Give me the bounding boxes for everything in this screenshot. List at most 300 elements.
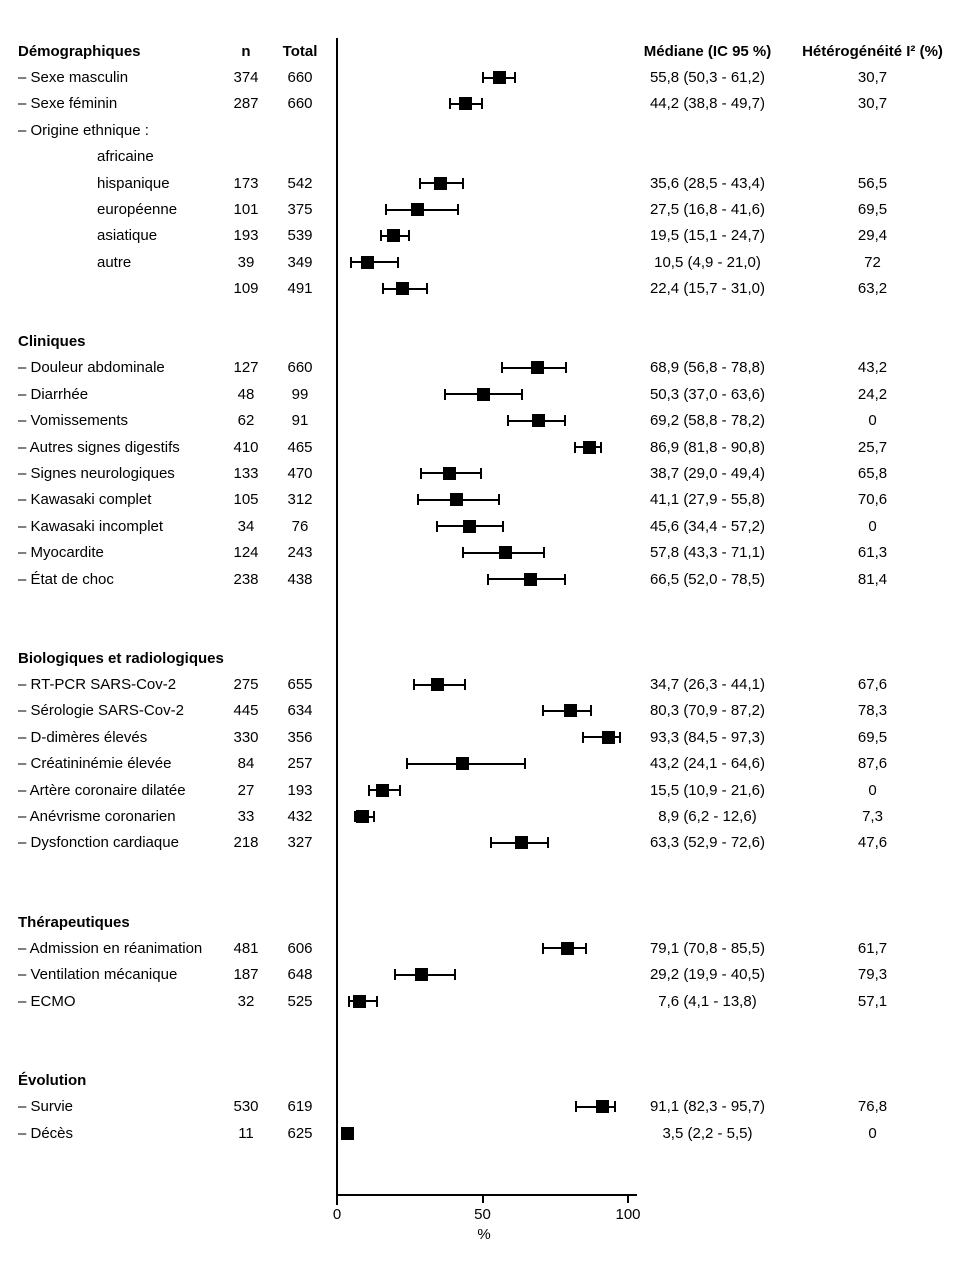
ci-cap-right xyxy=(373,811,375,822)
ci-cap-left xyxy=(542,705,544,716)
row-total: 349 xyxy=(287,253,313,271)
row-n: 109 xyxy=(233,280,259,298)
row-total: 660 xyxy=(287,69,313,87)
point-estimate-marker xyxy=(434,177,447,190)
row-plot xyxy=(330,1094,640,1120)
ci-cap-right xyxy=(564,574,566,585)
row-plot xyxy=(330,276,640,302)
row-label: – Dysfonction cardiaque xyxy=(18,834,179,852)
row-n: 193 xyxy=(233,227,259,245)
row-plot xyxy=(330,144,640,170)
row-label: – Admission en réanimation xyxy=(18,939,203,957)
row-label: – Myocardite xyxy=(18,544,104,562)
table-row xyxy=(0,170,967,196)
ci-cap-right xyxy=(600,442,602,453)
row-median: 86,9 (81,8 - 90,8) xyxy=(649,438,766,456)
table-row xyxy=(0,751,967,777)
ci-cap-right xyxy=(480,468,482,479)
row-i2: 78,3 xyxy=(857,702,888,720)
ci-cap-right xyxy=(454,969,456,980)
x-tick xyxy=(482,1196,484,1203)
row-i2: 7,3 xyxy=(862,808,883,826)
table-row xyxy=(0,803,967,829)
row-median: 50,3 (37,0 - 63,6) xyxy=(649,385,766,403)
row-label: – RT-PCR SARS-Cov-2 xyxy=(18,676,177,694)
row-plot xyxy=(330,1120,640,1146)
row-plot xyxy=(330,487,640,513)
table-row xyxy=(0,988,967,1014)
table-row xyxy=(0,513,967,539)
point-estimate-marker xyxy=(477,388,490,401)
ci-cap-left xyxy=(350,257,352,268)
point-estimate-marker xyxy=(463,520,476,533)
table-row xyxy=(0,777,967,803)
row-plot xyxy=(330,777,640,803)
row-label: – Artère coronaire dilatée xyxy=(18,781,186,799)
ci-cap-left xyxy=(419,178,421,189)
row-plot xyxy=(330,170,640,196)
row-median: 45,6 (34,4 - 57,2) xyxy=(649,517,766,535)
row-total: 491 xyxy=(287,280,313,298)
row-n: 445 xyxy=(233,702,259,720)
section-title: Biologiques et radiologiques xyxy=(18,649,224,667)
row-i2: 57,1 xyxy=(857,992,888,1010)
table-row xyxy=(0,276,967,302)
row-median: 55,8 (50,3 - 61,2) xyxy=(649,69,766,87)
row-i2: 30,7 xyxy=(857,95,888,113)
row-label: – Kawasaki incomplet xyxy=(18,517,164,535)
table-row xyxy=(0,223,967,249)
section-title-row xyxy=(0,909,967,935)
row-label: – Sexe féminin xyxy=(18,95,118,113)
point-estimate-marker xyxy=(564,704,577,717)
row-plot xyxy=(330,935,640,961)
row-n: 33 xyxy=(237,808,255,826)
row-plot xyxy=(330,830,640,856)
row-plot xyxy=(330,566,640,592)
point-estimate-marker xyxy=(376,784,389,797)
ci-cap-left xyxy=(382,283,384,294)
row-plot xyxy=(330,328,640,354)
ci-cap-right xyxy=(498,494,500,505)
table-row xyxy=(0,935,967,961)
row-median: 7,6 (4,1 - 13,8) xyxy=(658,992,757,1010)
row-i2: 24,2 xyxy=(857,385,888,403)
row-i2: 61,3 xyxy=(857,544,888,562)
row-total: 470 xyxy=(287,464,313,482)
row-plot xyxy=(330,962,640,988)
row-total: 99 xyxy=(291,385,309,403)
row-plot xyxy=(330,803,640,829)
row-median: 19,5 (15,1 - 24,7) xyxy=(649,227,766,245)
row-total: 375 xyxy=(287,201,313,219)
x-tick-label: 50 xyxy=(474,1206,491,1223)
row-median: 44,2 (38,8 - 49,7) xyxy=(649,95,766,113)
ci-cap-right xyxy=(462,178,464,189)
row-n: 62 xyxy=(237,412,255,430)
row-total: 193 xyxy=(287,781,313,799)
row-n: 374 xyxy=(233,69,259,87)
row-median: 63,3 (52,9 - 72,6) xyxy=(649,834,766,852)
row-plot xyxy=(330,671,640,697)
row-median: 93,3 (84,5 - 97,3) xyxy=(649,728,766,746)
ci-cap-right xyxy=(585,943,587,954)
ci-cap-left xyxy=(487,574,489,585)
row-i2: 87,6 xyxy=(857,755,888,773)
forest-plot-table xyxy=(0,38,967,1146)
row-i2: 29,4 xyxy=(857,227,888,245)
row-n: 11 xyxy=(238,1124,254,1142)
spacer-row xyxy=(0,856,967,882)
row-plot xyxy=(330,460,640,486)
table-row xyxy=(0,64,967,90)
row-i2: 0 xyxy=(868,781,877,799)
ci-cap-right xyxy=(619,732,621,743)
point-estimate-marker xyxy=(396,282,409,295)
ci-cap-left xyxy=(420,468,422,479)
ci-cap-right xyxy=(547,837,549,848)
row-label: – Ventilation mécanique xyxy=(18,966,178,984)
row-n: 187 xyxy=(233,966,259,984)
row-i2: 56,5 xyxy=(857,174,888,192)
row-median: 15,5 (10,9 - 21,6) xyxy=(649,781,766,799)
row-median: 29,2 (19,9 - 40,5) xyxy=(649,966,766,984)
ci-cap-right xyxy=(590,705,592,716)
column-header-n: n xyxy=(241,42,251,60)
spacer-row xyxy=(0,1041,967,1067)
ci-cap-left xyxy=(380,230,382,241)
row-label: – État de choc xyxy=(18,570,114,588)
row-n: 173 xyxy=(233,174,259,192)
row-median: 66,5 (52,0 - 78,5) xyxy=(649,570,766,588)
row-plot xyxy=(330,698,640,724)
ci-whisker xyxy=(351,261,398,263)
row-plot xyxy=(330,249,640,275)
row-i2: 30,7 xyxy=(857,69,888,87)
row-i2: 47,6 xyxy=(857,834,888,852)
row-label: – Kawasaki complet xyxy=(18,491,152,509)
row-label: – Anévrisme coronarien xyxy=(18,808,176,826)
row-label: européenne xyxy=(97,201,178,219)
row-i2: 69,5 xyxy=(857,201,888,219)
ci-cap-left xyxy=(574,442,576,453)
row-total: 648 xyxy=(287,966,313,984)
x-tick-label: 0 xyxy=(332,1206,342,1223)
point-estimate-marker xyxy=(415,968,428,981)
ci-cap-left xyxy=(417,494,419,505)
x-axis-unit-label: % xyxy=(477,1226,491,1243)
row-label: – D-dimères élevés xyxy=(18,728,148,746)
row-plot xyxy=(330,91,640,117)
section-title-row xyxy=(0,645,967,671)
row-label: africaine xyxy=(97,148,154,166)
row-i2: 70,6 xyxy=(857,491,888,509)
row-i2: 72 xyxy=(864,253,881,271)
row-median: 91,1 (82,3 - 95,7) xyxy=(649,1098,766,1116)
ci-cap-right xyxy=(564,415,566,426)
row-n: 410 xyxy=(233,438,259,456)
row-label: autre xyxy=(97,253,132,271)
row-i2: 0 xyxy=(868,517,877,535)
point-estimate-marker xyxy=(561,942,574,955)
table-row xyxy=(0,144,967,170)
table-row xyxy=(0,724,967,750)
point-estimate-marker xyxy=(443,467,456,480)
row-total: 257 xyxy=(287,755,313,773)
row-i2: 25,7 xyxy=(857,438,888,456)
table-row xyxy=(0,671,967,697)
row-label: – ECMO xyxy=(18,992,76,1010)
ci-cap-left xyxy=(582,732,584,743)
spacer-row xyxy=(0,302,967,328)
row-plot xyxy=(330,117,640,143)
ci-cap-right xyxy=(426,283,428,294)
column-header-plot-spacer xyxy=(330,38,640,64)
row-total: 606 xyxy=(287,939,313,957)
ci-cap-right xyxy=(521,389,523,400)
section-title: Thérapeutiques xyxy=(18,913,130,931)
table-row xyxy=(0,91,967,117)
x-axis-line xyxy=(336,1194,637,1196)
row-n: 330 xyxy=(233,728,259,746)
ci-cap-right xyxy=(502,521,504,532)
row-label: hispanique xyxy=(97,174,170,192)
ci-cap-left xyxy=(462,547,464,558)
x-tick xyxy=(336,1196,338,1203)
row-label: asiatique xyxy=(97,227,158,245)
ci-cap-left xyxy=(413,679,415,690)
x-tick-label: 100 xyxy=(615,1206,641,1223)
ci-cap-right xyxy=(565,362,567,373)
table-row xyxy=(0,196,967,222)
ci-cap-left xyxy=(575,1101,577,1112)
row-median: 22,4 (15,7 - 31,0) xyxy=(649,280,766,298)
row-total: 655 xyxy=(287,676,313,694)
row-n: 27 xyxy=(237,781,255,799)
table-row xyxy=(0,249,967,275)
ci-cap-left xyxy=(490,837,492,848)
row-label: – Autres signes digestifs xyxy=(18,438,180,456)
ci-cap-left xyxy=(449,98,451,109)
point-estimate-marker xyxy=(411,203,424,216)
row-n: 34 xyxy=(237,517,255,535)
row-n: 105 xyxy=(233,491,259,509)
table-row xyxy=(0,698,967,724)
row-i2: 0 xyxy=(868,412,877,430)
row-plot xyxy=(330,434,640,460)
row-n: 530 xyxy=(233,1098,259,1116)
section-title: Cliniques xyxy=(18,332,86,350)
row-n: 481 xyxy=(233,939,259,957)
row-total: 356 xyxy=(287,728,313,746)
row-n: 133 xyxy=(233,464,259,482)
row-n: 101 xyxy=(233,201,259,219)
row-i2: 65,8 xyxy=(857,464,888,482)
row-plot xyxy=(330,196,640,222)
row-total: 76 xyxy=(291,517,309,535)
row-plot xyxy=(330,381,640,407)
ci-cap-right xyxy=(399,785,401,796)
row-median: 3,5 (2,2 - 5,5) xyxy=(662,1124,753,1142)
spacer-row xyxy=(0,883,967,909)
row-label: – Survie xyxy=(18,1098,74,1116)
row-plot xyxy=(330,355,640,381)
row-i2: 43,2 xyxy=(857,359,888,377)
table-row xyxy=(0,355,967,381)
row-total: 625 xyxy=(287,1124,313,1142)
row-total: 539 xyxy=(287,227,313,245)
spacer-row xyxy=(0,619,967,645)
row-label: – Origine ethnique : xyxy=(18,121,149,139)
point-estimate-marker xyxy=(356,810,369,823)
row-total: 660 xyxy=(287,95,313,113)
spacer-row xyxy=(0,1014,967,1040)
ci-cap-right xyxy=(543,547,545,558)
row-median: 57,8 (43,3 - 71,1) xyxy=(649,544,766,562)
ci-cap-left xyxy=(368,785,370,796)
ci-cap-left xyxy=(385,204,387,215)
y-axis-line xyxy=(336,38,338,1205)
column-header-total: Total xyxy=(282,42,318,60)
row-i2: 69,5 xyxy=(857,728,888,746)
row-label: – Sérologie SARS-Cov-2 xyxy=(18,702,184,720)
ci-cap-right xyxy=(514,72,516,83)
row-i2: 81,4 xyxy=(857,570,888,588)
point-estimate-marker xyxy=(387,229,400,242)
section-title-row xyxy=(0,1067,967,1093)
point-estimate-marker xyxy=(515,836,528,849)
ci-cap-left xyxy=(348,996,350,1007)
row-n: 124 xyxy=(233,544,259,562)
row-i2: 79,3 xyxy=(857,966,888,984)
ci-cap-left xyxy=(482,72,484,83)
row-n: 238 xyxy=(233,570,259,588)
table-row xyxy=(0,434,967,460)
row-label: – Vomissements xyxy=(18,412,129,430)
row-median: 35,6 (28,5 - 43,4) xyxy=(649,174,766,192)
row-median: 10,5 (4,9 - 21,0) xyxy=(654,253,761,271)
row-median: 38,7 (29,0 - 49,4) xyxy=(649,464,766,482)
table-row xyxy=(0,117,967,143)
row-n: 127 xyxy=(233,359,259,377)
row-total: 327 xyxy=(287,834,313,852)
table-row xyxy=(0,539,967,565)
row-total: 91 xyxy=(291,412,309,430)
row-label: – Créatininémie élevée xyxy=(18,755,172,773)
row-median: 68,9 (56,8 - 78,8) xyxy=(649,359,766,377)
ci-cap-left xyxy=(501,362,503,373)
table-row xyxy=(0,460,967,486)
row-median: 43,2 (24,1 - 64,6) xyxy=(649,755,766,773)
row-plot xyxy=(330,64,640,90)
table-row xyxy=(0,830,967,856)
point-estimate-marker xyxy=(493,71,506,84)
ci-cap-right xyxy=(614,1101,616,1112)
ci-cap-left xyxy=(406,758,408,769)
ci-cap-right xyxy=(464,679,466,690)
row-i2: 76,8 xyxy=(857,1098,888,1116)
ci-cap-left xyxy=(436,521,438,532)
row-label: – Douleur abdominale xyxy=(18,359,165,377)
row-n: 287 xyxy=(233,95,259,113)
row-plot xyxy=(330,513,640,539)
section-title: Évolution xyxy=(18,1071,87,1089)
row-total: 525 xyxy=(287,992,313,1010)
row-median: 34,7 (26,3 - 44,1) xyxy=(649,676,766,694)
ci-cap-right xyxy=(524,758,526,769)
row-plot xyxy=(330,223,640,249)
row-total: 660 xyxy=(287,359,313,377)
ci-cap-left xyxy=(507,415,509,426)
row-total: 432 xyxy=(287,808,313,826)
section-title-row xyxy=(0,328,967,354)
ci-cap-left xyxy=(394,969,396,980)
row-plot xyxy=(330,909,640,935)
point-estimate-marker xyxy=(456,757,469,770)
row-n: 32 xyxy=(237,992,255,1010)
row-total: 312 xyxy=(287,491,313,509)
ci-cap-left xyxy=(444,389,446,400)
point-estimate-marker xyxy=(532,414,545,427)
row-median: 80,3 (70,9 - 87,2) xyxy=(649,702,766,720)
row-n: 84 xyxy=(237,755,255,773)
row-n: 275 xyxy=(233,676,259,694)
row-plot xyxy=(330,1067,640,1093)
row-median: 8,9 (6,2 - 12,6) xyxy=(658,808,757,826)
row-label: – Signes neurologiques xyxy=(18,464,175,482)
column-header-group: Démographiques xyxy=(18,42,141,60)
point-estimate-marker xyxy=(361,256,374,269)
row-median: 27,5 (16,8 - 41,6) xyxy=(649,201,766,219)
row-median: 69,2 (58,8 - 78,2) xyxy=(649,412,766,430)
row-n: 218 xyxy=(233,834,259,852)
row-total: 619 xyxy=(287,1098,313,1116)
row-plot xyxy=(330,724,640,750)
row-median: 79,1 (70,8 - 85,5) xyxy=(649,939,766,957)
x-tick xyxy=(627,1196,629,1203)
point-estimate-marker xyxy=(353,995,366,1008)
row-total: 465 xyxy=(287,438,313,456)
point-estimate-marker xyxy=(450,493,463,506)
table-row xyxy=(0,381,967,407)
point-estimate-marker xyxy=(459,97,472,110)
point-estimate-marker xyxy=(583,441,596,454)
row-i2: 0 xyxy=(868,1124,877,1142)
table-row xyxy=(0,487,967,513)
row-n: 48 xyxy=(237,385,255,403)
row-i2: 63,2 xyxy=(857,280,888,298)
column-header-row xyxy=(0,38,967,64)
table-row xyxy=(0,962,967,988)
row-median: 41,1 (27,9 - 55,8) xyxy=(649,491,766,509)
row-label: – Décès xyxy=(18,1124,74,1142)
table-row xyxy=(0,407,967,433)
point-estimate-marker xyxy=(341,1127,354,1140)
row-plot xyxy=(330,988,640,1014)
row-n: 39 xyxy=(237,253,255,271)
table-row xyxy=(0,1094,967,1120)
column-header-heterogeneity: Hétérogénéité I² (%) xyxy=(802,42,943,60)
ci-cap-right xyxy=(376,996,378,1007)
row-total: 243 xyxy=(287,544,313,562)
table-row xyxy=(0,1120,967,1146)
row-total: 438 xyxy=(287,570,313,588)
column-header-median: Médiane (IC 95 %) xyxy=(643,42,772,60)
row-label: – Diarrhée xyxy=(18,385,89,403)
row-plot xyxy=(330,539,640,565)
ci-cap-left xyxy=(542,943,544,954)
point-estimate-marker xyxy=(431,678,444,691)
